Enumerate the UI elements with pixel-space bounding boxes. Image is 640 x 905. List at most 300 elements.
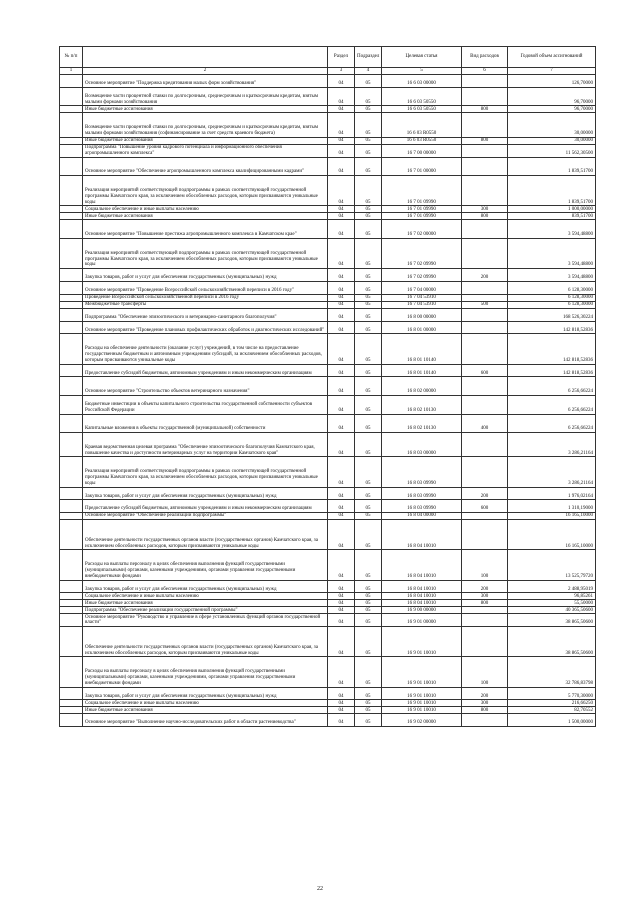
vid-cell: 200: [462, 269, 508, 282]
vid-cell: [462, 281, 508, 294]
vid-cell: [462, 321, 508, 334]
num-cell: [60, 321, 83, 334]
statya-cell: 16 9 01 10010: [382, 657, 462, 687]
amount-cell: 30,00000: [508, 137, 596, 144]
razdel-cell: 04: [328, 550, 355, 580]
razdel-cell: 04: [328, 607, 355, 614]
vid-cell: [462, 220, 508, 239]
name-cell: Иные бюджетные ассигнования: [83, 707, 328, 714]
table-row: [60, 113, 596, 137]
razdel-cell: 04: [328, 75, 355, 88]
index-cell: 7: [508, 68, 596, 75]
name-cell: Расходы на выплаты персоналу в целях обеспечения выполнения функций государственными (муниципальными) органами, казенными учреждениями, органами управления государственными внебюджетными фондами: [83, 657, 328, 687]
num-cell: [60, 580, 83, 593]
vid-cell: [462, 457, 508, 487]
podrazdel-cell: 05: [355, 238, 382, 268]
num-cell: [60, 627, 83, 657]
name-cell: Закупка товаров, работ и услуг для обеспечения государственных (муниципальных) нужд: [83, 269, 328, 282]
header-razdel: Раздел: [328, 47, 355, 68]
razdel-cell: 04: [328, 457, 355, 487]
name-cell: Подпрограмма "Обеспечение реализации государственной программы": [83, 607, 328, 614]
podrazdel-cell: 05: [355, 580, 382, 593]
podrazdel-cell: 05: [355, 700, 382, 707]
statya-cell: 16 9 00 00000: [382, 607, 462, 614]
podrazdel-cell: 05: [355, 593, 382, 600]
podrazdel-cell: 05: [355, 75, 382, 88]
podrazdel-cell: 05: [355, 144, 382, 157]
statya-cell: 16 8 04 10010: [382, 580, 462, 593]
table-row: [60, 220, 596, 239]
podrazdel-cell: 05: [355, 106, 382, 113]
table-row: [60, 294, 596, 301]
name-cell: Возмещение части процентной ставки по долгосрочным, среднесрочным и краткосрочным кредитам, взятым малыми формами хозяйствования (софинансирование за счет средств краевого бюджета): [83, 113, 328, 137]
statya-cell: 16 8 02 10130: [382, 395, 462, 414]
vid-cell: 400: [462, 414, 508, 433]
statya-cell: 16 8 03 09990: [382, 487, 462, 500]
podrazdel-cell: 05: [355, 614, 382, 627]
amount-cell: 1 000,00000: [508, 206, 596, 213]
vid-cell: [462, 157, 508, 176]
table-row: [60, 513, 596, 520]
table-row: [60, 714, 596, 727]
vid-cell: 100: [462, 550, 508, 580]
vid-cell: [462, 614, 508, 627]
num-cell: [60, 593, 83, 600]
vid-cell: 800: [462, 106, 508, 113]
razdel-cell: 04: [328, 414, 355, 433]
razdel-cell: 04: [328, 301, 355, 308]
razdel-cell: 04: [328, 377, 355, 396]
name-cell: Иные бюджетные ассигнования: [83, 106, 328, 113]
razdel-cell: 04: [328, 87, 355, 106]
num-cell: [60, 220, 83, 239]
razdel-cell: 04: [328, 700, 355, 707]
podrazdel-cell: 05: [355, 321, 382, 334]
razdel-cell: 04: [328, 593, 355, 600]
statya-cell: 16 6 03 00000: [382, 75, 462, 88]
podrazdel-cell: 05: [355, 600, 382, 607]
podrazdel-cell: 05: [355, 213, 382, 220]
podrazdel-cell: 05: [355, 627, 382, 657]
vid-cell: [462, 75, 508, 88]
vid-cell: [462, 395, 508, 414]
vid-cell: [462, 238, 508, 268]
statya-cell: 16 7 01 09990: [382, 206, 462, 213]
table-row: [60, 106, 596, 113]
statya-cell: 16 8 00 00000: [382, 308, 462, 321]
amount-cell: 1 839,51700: [508, 176, 596, 206]
name-cell: Расходы на обеспечение деятельности (оказание услуг) учреждений, в том числе на предоставление государственным бюджетным и автономным учреждениям субсидий, за исключением обособленных расходов, которым присваиваются уникальные коды: [83, 334, 328, 364]
table-row: [60, 687, 596, 700]
header-vid: Вид расходов: [462, 47, 508, 68]
table-row: [60, 433, 596, 457]
num-cell: [60, 607, 83, 614]
amount-cell: 126,70000: [508, 75, 596, 88]
podrazdel-cell: 05: [355, 294, 382, 301]
statya-cell: 16 9 02 00000: [382, 714, 462, 727]
num-cell: [60, 433, 83, 457]
header-statya: Целевая статья: [382, 47, 462, 68]
statya-cell: 16 8 03 09990: [382, 457, 462, 487]
statya-cell: 16 6 03 50550: [382, 106, 462, 113]
vid-cell: [462, 87, 508, 106]
vid-cell: [462, 627, 508, 657]
razdel-cell: 04: [328, 238, 355, 268]
vid-cell: [462, 607, 508, 614]
statya-cell: 16 8 04 00000: [382, 513, 462, 520]
num-cell: [60, 457, 83, 487]
num-cell: [60, 395, 83, 414]
num-cell: [60, 520, 83, 550]
header-row: [60, 47, 596, 68]
num-cell: [60, 550, 83, 580]
statya-cell: 16 7 02 00000: [382, 220, 462, 239]
statya-cell: 16 6 03 R0550: [382, 113, 462, 137]
amount-cell: 55,50000: [508, 600, 596, 607]
table-row: [60, 600, 596, 607]
statya-cell: 16 8 04 10010: [382, 593, 462, 600]
razdel-cell: 04: [328, 334, 355, 364]
razdel-cell: 04: [328, 707, 355, 714]
name-cell: Обеспечение деятельности государственных органов власти (государственных органов) Камчатского края, за исключением обособленных расходов, которым присваиваются уникальные коды: [83, 627, 328, 657]
num-cell: [60, 87, 83, 106]
num-cell: [60, 206, 83, 213]
podrazdel-cell: 05: [355, 487, 382, 500]
statya-cell: 16 8 02 10130: [382, 414, 462, 433]
razdel-cell: 04: [328, 395, 355, 414]
amount-cell: 6 256,66224: [508, 377, 596, 396]
vid-cell: 200: [462, 487, 508, 500]
podrazdel-cell: 05: [355, 137, 382, 144]
name-cell: Межбюджетные трансферты: [83, 301, 328, 308]
num-cell: [60, 281, 83, 294]
razdel-cell: 04: [328, 520, 355, 550]
index-cell: 1: [60, 68, 83, 75]
vid-cell: [462, 513, 508, 520]
razdel-cell: 04: [328, 220, 355, 239]
name-cell: Подпрограмма "Обеспечение эпизоотического и ветеринарно-санитарного благополучия": [83, 308, 328, 321]
razdel-cell: 04: [328, 627, 355, 657]
statya-cell: 16 6 03 R0550: [382, 137, 462, 144]
vid-cell: [462, 294, 508, 301]
razdel-cell: 04: [328, 687, 355, 700]
header-num: № п/п: [60, 47, 83, 68]
podrazdel-cell: 05: [355, 281, 382, 294]
statya-cell: 16 9 01 10010: [382, 707, 462, 714]
num-cell: [60, 614, 83, 627]
vid-cell: 800: [462, 213, 508, 220]
table-row: [60, 607, 596, 614]
table-row: [60, 301, 596, 308]
amount-cell: 16 165,10000: [508, 513, 596, 520]
podrazdel-cell: 05: [355, 176, 382, 206]
razdel-cell: 04: [328, 157, 355, 176]
amount-cell: 30,00000: [508, 113, 596, 137]
razdel-cell: 04: [328, 580, 355, 593]
name-cell: Капитальные вложения в объекты государственной (муниципальной) собственности: [83, 414, 328, 433]
table-row: [60, 308, 596, 321]
name-cell: Основное мероприятие "Строительство объектов ветеринарного назначения": [83, 377, 328, 396]
budget-table: [59, 46, 596, 727]
amount-cell: 1 500,00000: [508, 714, 596, 727]
vid-cell: 600: [462, 364, 508, 377]
num-cell: [60, 513, 83, 520]
name-cell: Социальное обеспечение и иные выплаты населению: [83, 593, 328, 600]
num-cell: [60, 377, 83, 396]
table-row: [60, 707, 596, 714]
amount-cell: 6 256,66224: [508, 395, 596, 414]
razdel-cell: 04: [328, 714, 355, 727]
amount-cell: 3 594,48800: [508, 269, 596, 282]
razdel-cell: 04: [328, 137, 355, 144]
num-cell: [60, 657, 83, 687]
table-row: [60, 364, 596, 377]
vid-cell: [462, 308, 508, 321]
index-cell: 6: [462, 68, 508, 75]
header-podrazdel: Подраздел: [355, 47, 382, 68]
num-cell: [60, 700, 83, 707]
name-cell: Основное мероприятие "Обеспечение реализации подпрограммы": [83, 513, 328, 520]
podrazdel-cell: 05: [355, 220, 382, 239]
amount-cell: 32 786,83798: [508, 657, 596, 687]
podrazdel-cell: 05: [355, 500, 382, 513]
num-cell: [60, 269, 83, 282]
razdel-cell: 04: [328, 513, 355, 520]
name-cell: Бюджетные инвестиции в объекты капитального строительства государственной собственности субъектов Российской Федерации: [83, 395, 328, 414]
statya-cell: 16 7 04 53910: [382, 294, 462, 301]
vid-cell: 500: [462, 301, 508, 308]
name-cell: Основное мероприятие "Проведение плановых профилактических обработок и диагностических исследований": [83, 321, 328, 334]
amount-cell: 13 525,79720: [508, 550, 596, 580]
amount-cell: 82,70552: [508, 707, 596, 714]
podrazdel-cell: 05: [355, 206, 382, 213]
table-row: [60, 657, 596, 687]
statya-cell: 16 7 01 09990: [382, 213, 462, 220]
table-row: [60, 75, 596, 88]
num-cell: [60, 137, 83, 144]
table-row: [60, 176, 596, 206]
amount-cell: 6 256,66224: [508, 414, 596, 433]
name-cell: Предоставление субсидий бюджетным, автономным учреждениям и иным некоммерческим организациям: [83, 500, 328, 513]
num-cell: [60, 157, 83, 176]
podrazdel-cell: 05: [355, 714, 382, 727]
razdel-cell: 04: [328, 269, 355, 282]
podrazdel-cell: 05: [355, 433, 382, 457]
index-cell: 4: [355, 68, 382, 75]
table-row: [60, 500, 596, 513]
statya-cell: 16 7 00 00000: [382, 144, 462, 157]
razdel-cell: 04: [328, 433, 355, 457]
name-cell: Реализация мероприятий соответствующей подпрограммы в рамках соответствующей государственной программы Камчатского края, за исключением обособленных расходов, которым присваиваются уникальные коды: [83, 238, 328, 268]
razdel-cell: 04: [328, 657, 355, 687]
num-cell: [60, 301, 83, 308]
amount-cell: 142 818,52836: [508, 321, 596, 334]
razdel-cell: 04: [328, 294, 355, 301]
name-cell: Закупка товаров, работ и услуг для обеспечения государственных (муниципальных) нужд: [83, 580, 328, 593]
name-cell: Основное мероприятие "Выполнение научно-исследовательских работ в области растениеводства": [83, 714, 328, 727]
podrazdel-cell: 05: [355, 395, 382, 414]
vid-cell: 200: [462, 687, 508, 700]
statya-cell: 16 8 01 00000: [382, 321, 462, 334]
vid-cell: [462, 144, 508, 157]
amount-cell: 6 128,30000: [508, 281, 596, 294]
razdel-cell: 04: [328, 500, 355, 513]
name-cell: Основное мероприятие "Обеспечение агропромышленного комплекса квалифицированными кадрами": [83, 157, 328, 176]
razdel-cell: 04: [328, 144, 355, 157]
num-cell: [60, 487, 83, 500]
table-row: [60, 414, 596, 433]
podrazdel-cell: 05: [355, 414, 382, 433]
name-cell: Подпрограмма "Повышение уровня кадрового потенциала и информационного обеспечения агропромышленного комплекса": [83, 144, 328, 157]
statya-cell: 16 7 04 53910: [382, 301, 462, 308]
statya-cell: 16 8 01 10140: [382, 334, 462, 364]
podrazdel-cell: 05: [355, 707, 382, 714]
vid-cell: 200: [462, 580, 508, 593]
vid-cell: 300: [462, 700, 508, 707]
statya-cell: 16 7 04 00000: [382, 281, 462, 294]
table-body: [60, 75, 596, 727]
amount-cell: 2 488,95019: [508, 580, 596, 593]
num-cell: [60, 113, 83, 137]
table-row: [60, 700, 596, 707]
amount-cell: 1 839,51700: [508, 157, 596, 176]
razdel-cell: 04: [328, 213, 355, 220]
statya-cell: 16 7 02 09990: [382, 238, 462, 268]
amount-cell: 96,70000: [508, 106, 596, 113]
podrazdel-cell: 05: [355, 301, 382, 308]
num-cell: [60, 687, 83, 700]
vid-cell: 800: [462, 600, 508, 607]
vid-cell: 300: [462, 593, 508, 600]
index-cell: 5: [382, 68, 462, 75]
num-cell: [60, 334, 83, 364]
vid-cell: 800: [462, 707, 508, 714]
table-row: [60, 144, 596, 157]
amount-cell: 38 865,50600: [508, 627, 596, 657]
podrazdel-cell: 05: [355, 269, 382, 282]
amount-cell: 6 128,30000: [508, 294, 596, 301]
table-row: [60, 377, 596, 396]
name-cell: Иные бюджетные ассигнования: [83, 137, 328, 144]
amount-cell: 38 865,50600: [508, 614, 596, 627]
table-row: [60, 520, 596, 550]
name-cell: Социальное обеспечение и иные выплаты населению: [83, 700, 328, 707]
table-row: [60, 238, 596, 268]
num-cell: [60, 414, 83, 433]
num-cell: [60, 294, 83, 301]
razdel-cell: 04: [328, 308, 355, 321]
vid-cell: 600: [462, 500, 508, 513]
index-cell: 3: [328, 68, 355, 75]
amount-cell: 142 818,52836: [508, 364, 596, 377]
vid-cell: 800: [462, 137, 508, 144]
statya-cell: 16 8 04 10010: [382, 520, 462, 550]
name-cell: Иные бюджетные ассигнования: [83, 600, 328, 607]
name-cell: Иные бюджетные ассигнования: [83, 213, 328, 220]
vid-cell: 300: [462, 206, 508, 213]
vid-cell: [462, 714, 508, 727]
vid-cell: [462, 334, 508, 364]
amount-cell: 16 165,10000: [508, 520, 596, 550]
amount-cell: 3 594,48800: [508, 238, 596, 268]
statya-cell: 16 8 04 10010: [382, 600, 462, 607]
header-name: [83, 47, 328, 68]
amount-cell: 96,85261: [508, 593, 596, 600]
podrazdel-cell: 05: [355, 364, 382, 377]
num-cell: [60, 600, 83, 607]
statya-cell: 16 7 01 00000: [382, 157, 462, 176]
table-row: [60, 321, 596, 334]
statya-cell: 16 8 01 10140: [382, 364, 462, 377]
table-row: [60, 593, 596, 600]
name-cell: Социальное обеспечение и иные выплаты населению: [83, 206, 328, 213]
statya-cell: 16 9 01 00000: [382, 614, 462, 627]
table-row: [60, 281, 596, 294]
podrazdel-cell: 05: [355, 308, 382, 321]
name-cell: Реализация мероприятий соответствующей подпрограммы в рамках соответствующей государственной программы Камчатского края, за исключением обособленных расходов, которым присваиваются уникальные коды: [83, 176, 328, 206]
name-cell: Краевая ведомственная целевая программа "Обеспечение эпизоотического благополучия Камчатского края, повышение качества и доступности ветеринарных услуг на территории Камчатского края": [83, 433, 328, 457]
amount-cell: 216,66250: [508, 700, 596, 707]
podrazdel-cell: 05: [355, 113, 382, 137]
statya-cell: 16 9 01 10010: [382, 700, 462, 707]
index-cell: 2: [83, 68, 328, 75]
table-row: [60, 334, 596, 364]
name-cell: Закупка товаров, работ и услуг для обеспечения государственных (муниципальных) нужд: [83, 487, 328, 500]
table-row: [60, 269, 596, 282]
table-row: [60, 87, 596, 106]
razdel-cell: 04: [328, 281, 355, 294]
podrazdel-cell: 05: [355, 607, 382, 614]
amount-cell: 1 976,02164: [508, 487, 596, 500]
podrazdel-cell: 05: [355, 520, 382, 550]
table-row: [60, 213, 596, 220]
podrazdel-cell: 05: [355, 550, 382, 580]
table-row: [60, 614, 596, 627]
amount-cell: 11 562,30500: [508, 144, 596, 157]
vid-cell: [462, 433, 508, 457]
vid-cell: [462, 113, 508, 137]
num-cell: [60, 176, 83, 206]
name-cell: Закупка товаров, работ и услуг для обеспечения государственных (муниципальных) нужд: [83, 687, 328, 700]
statya-cell: 16 8 03 09990: [382, 500, 462, 513]
vid-cell: [462, 377, 508, 396]
name-cell: Основное мероприятие "Руководство и управление в сфере установленных функций органов государственной власти": [83, 614, 328, 627]
razdel-cell: 04: [328, 364, 355, 377]
table-row: [60, 137, 596, 144]
name-cell: Реализация мероприятий соответствующей подпрограммы в рамках соответствующей государственной программы Камчатского края, за исключением обособленных расходов, которым присваиваются уникальные коды: [83, 457, 328, 487]
name-cell: Возмещение части процентной ставки по долгосрочным, среднесрочным и краткосрочным кредитам, взятым малыми формами хозяйствования: [83, 87, 328, 106]
amount-cell: 839,51700: [508, 213, 596, 220]
table-row: [60, 487, 596, 500]
statya-cell: 16 7 02 09990: [382, 269, 462, 282]
podrazdel-cell: 05: [355, 513, 382, 520]
razdel-cell: 04: [328, 176, 355, 206]
num-cell: [60, 500, 83, 513]
name-cell: Обеспечение деятельности государственных органов власти (государственных органов) Камчатского края, за исключением обособленных расходов, которым присваиваются уникальные коды: [83, 520, 328, 550]
amount-cell: 142 818,52836: [508, 334, 596, 364]
header-amount: Годовой объем ассигнований: [508, 47, 596, 68]
podrazdel-cell: 05: [355, 657, 382, 687]
statya-cell: 16 6 03 50550: [382, 87, 462, 106]
razdel-cell: 04: [328, 106, 355, 113]
amount-cell: 6 128,30000: [508, 301, 596, 308]
vid-cell: [462, 520, 508, 550]
amount-cell: 96,70000: [508, 87, 596, 106]
razdel-cell: 04: [328, 321, 355, 334]
vid-cell: [462, 176, 508, 206]
statya-cell: 16 9 01 10010: [382, 687, 462, 700]
name-cell: Проведение Всероссийской сельскохозяйственной переписи в 2016 году: [83, 294, 328, 301]
